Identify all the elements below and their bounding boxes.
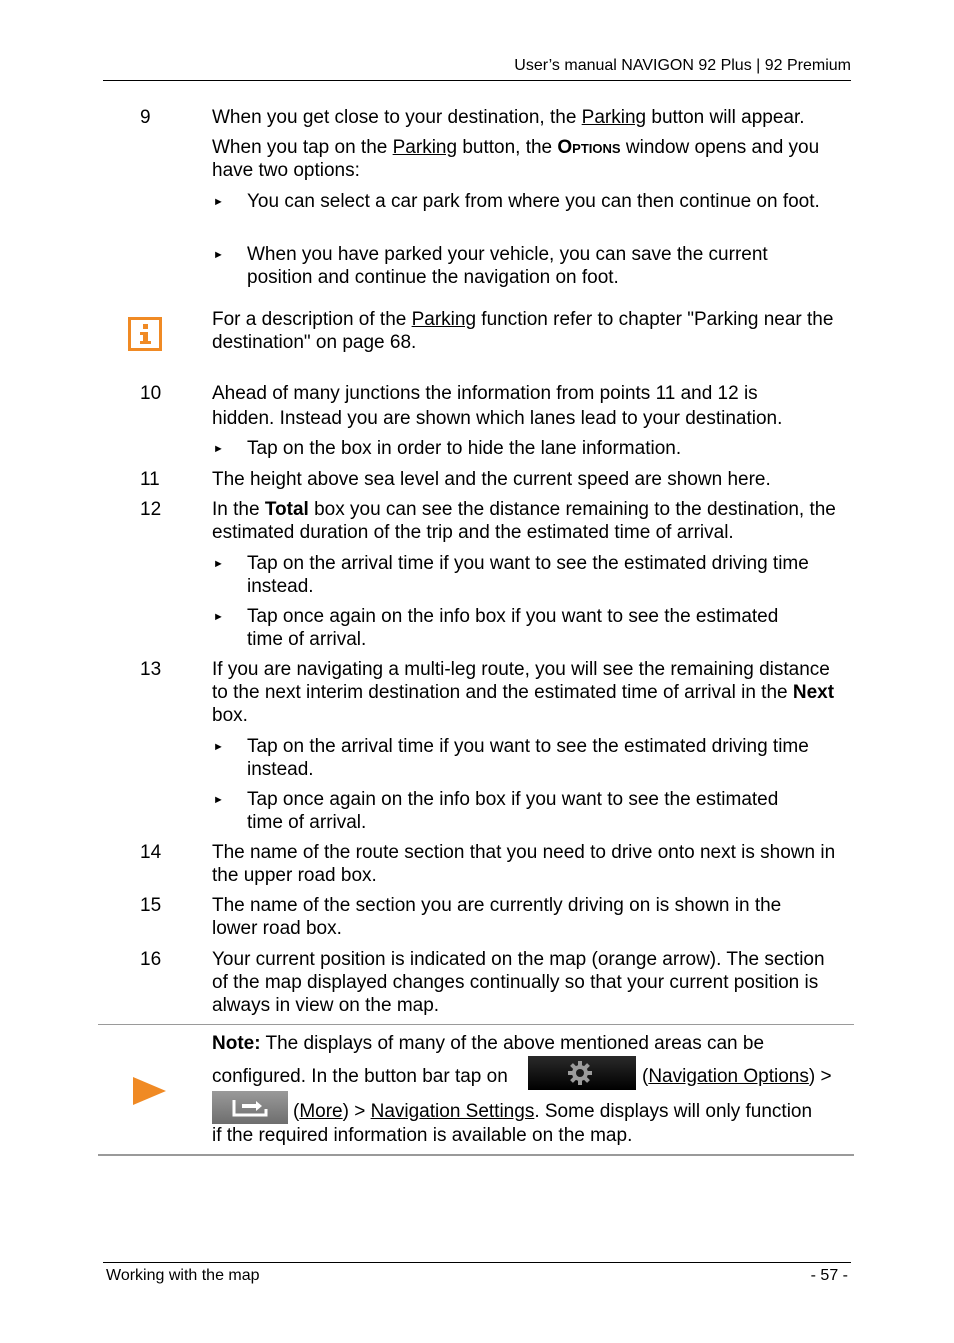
navigation-options-button[interactable] [528,1056,636,1090]
bullet-text: When you have parked your vehicle, you can save the current position and continue the navigation on foot. [247,244,768,288]
bullet-text: Tap on the box in order to hide the lane information. [247,438,682,459]
item-text: In the Total box you can see the distance remaining to the destination, the estimated duration of the trip and the estimated time of arrival. [212,499,836,543]
header-title: User’s manual NAVIGON 92 Plus | 92 Premium [514,57,851,74]
note-label: Note: [212,1033,261,1054]
bullet-arrow-icon: ► [213,611,224,623]
more-button[interactable] [212,1091,288,1124]
bullet-arrow-icon: ► [213,443,224,455]
item-text: Your current position is indicated on the map (orange arrow). The section of the map displayed changes continually so that your current position is always in view on the map. [212,949,825,1016]
note-text: Note: The displays of many of the above mentioned areas can be [212,1033,765,1054]
parking-link[interactable]: Parking [411,309,477,330]
item-number: 11 [140,469,160,490]
bullet-text: Tap once again on the info box if you want to see the estimated time of arrival. [247,606,779,650]
item-text: When you get close to your destination, the Parking button will appear. [212,107,805,128]
parking-link[interactable]: Parking [392,137,458,158]
item-text: When you tap on the Parking button, the Options window opens and you have two options: [212,137,820,181]
page-footer [103,1262,851,1284]
next-box-label: Next [792,682,835,703]
more-icon [212,1091,288,1124]
bullet-text: Tap once again on the info box if you want to see the estimated time of arrival. [247,789,779,833]
info-text: For a description of the Parking function refer to chapter "Parking near the destination" on page 68. [212,309,834,353]
more-link[interactable]: More [299,1101,343,1122]
page-number: - 57 - [810,1267,848,1284]
options-window-name: Options [557,137,621,158]
bullet-arrow-icon: ► [213,196,224,208]
bullet-arrow-icon: ► [213,558,224,570]
bullet-text: Tap on the arrival time if you want to see the estimated driving time instead. [247,553,809,597]
note-text: (Navigation Options) > [642,1066,832,1087]
item-text: Ahead of many junctions the information from points 11 and 12 is [212,383,758,404]
parking-link[interactable]: Parking [581,107,647,128]
bullet-arrow-icon: ► [213,794,224,806]
note-divider [98,1154,854,1156]
item-number: 9 [140,107,151,128]
bullet-text: Tap on the arrival time if you want to see the estimated driving time instead. [247,736,809,780]
note-text: if the required information is available on the map. [212,1125,633,1146]
item-text: hidden. Instead you are shown which lanes lead to your destination. [212,408,783,429]
info-icon [128,317,162,351]
item-number: 13 [140,659,162,680]
item-text: If you are navigating a multi-leg route, you will see the remaining distance to the next interim destination and the estimated time of arrival in the Next box. [212,659,835,726]
note-divider [98,1024,854,1025]
bullet-arrow-icon: ► [213,741,224,753]
note-text: configured. In the button bar tap on [212,1066,508,1087]
item-number: 15 [140,895,162,916]
total-box-label: Total [264,499,309,520]
note-text: (More) > Navigation Settings. Some displays will only function [293,1101,813,1122]
gear-icon [528,1056,636,1090]
play-icon [133,1077,166,1105]
item-text: The name of the section you are currently driving on is shown in the lower road box. [212,895,782,939]
page-header [103,56,851,81]
navigation-settings-link[interactable]: Navigation Settings [370,1101,535,1122]
footer-section: Working with the map [106,1267,260,1284]
item-number: 10 [140,383,162,404]
item-number: 12 [140,499,162,520]
item-number: 16 [140,949,162,970]
bullet-text: You can select a car park from where you can then continue on foot. [247,191,820,212]
navigation-options-link[interactable]: Navigation Options [648,1066,809,1087]
item-text: The name of the route section that you need to drive onto next is shown in the upper road box. [212,842,836,886]
bullet-arrow-icon: ► [213,249,224,261]
item-number: 14 [140,842,162,863]
item-text: The height above sea level and the current speed are shown here. [212,469,771,490]
